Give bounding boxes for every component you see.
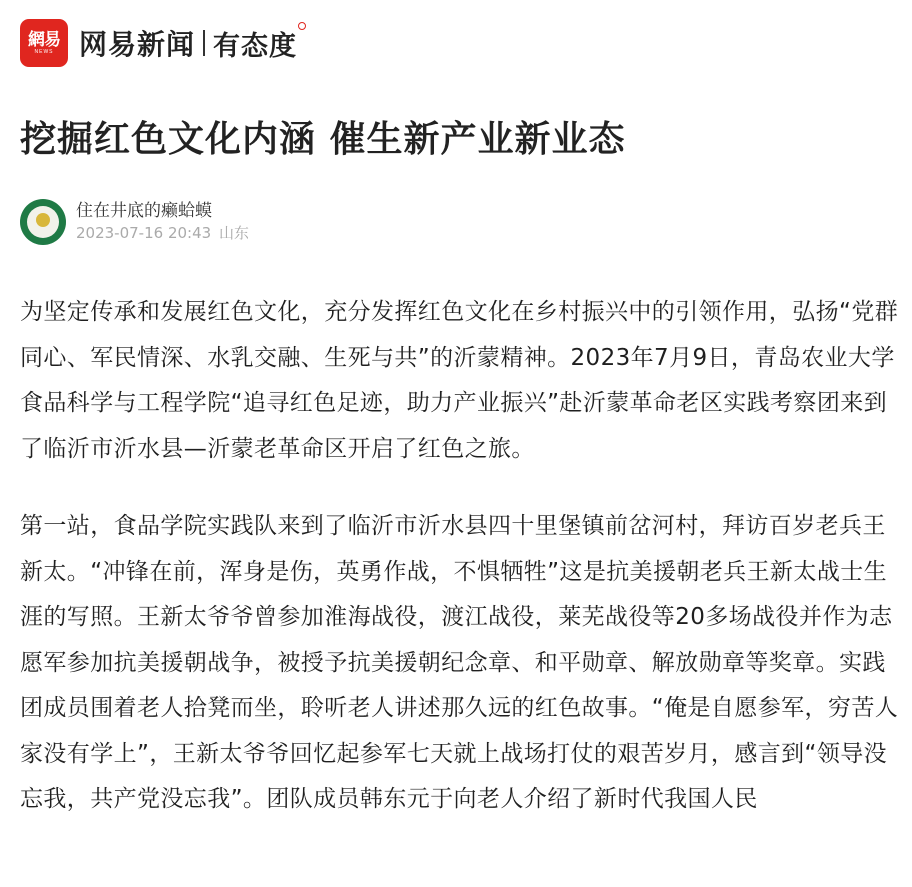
publish-info xyxy=(76,222,249,244)
brand-divider xyxy=(203,30,205,56)
article-paragraph: 第一站，食品学院实践队来到了临沂市沂水县四十里堡镇前岔河村，拜访百岁老兵王新太。“冲锋在前，浑身是伤，英勇作战，不惧牺牲”这是抗美援朝老兵王新太战士生涯的写照。王新太爷爷曾参加淮海战役，渡江战役，莱芜战役等20多场战役并作为志愿军参加抗美援朝战争，被授予抗美援朝纪念章、和平勋章、解放勋章等奖章。实践团成员围着老人拾凳而坐，聆听老人讲述那久远的红色故事。“俺是自愿参军，穷苦人家没有学上”，王新太爷爷回忆起参军七天就上战场打仗的艰苦岁月，感言到“领导没忘我，共产党没忘我”。团队成员韩东元于向老人介绍了新时代我国人民 xyxy=(20,513,899,812)
slogan-text: 有态度 xyxy=(213,30,298,62)
author-block xyxy=(20,199,249,245)
registered-mark-icon xyxy=(298,22,306,30)
publish-location: 山东 xyxy=(218,224,249,242)
author-name[interactable]: 住在井底的癞蛤蟆 xyxy=(76,201,212,221)
author-avatar[interactable] xyxy=(20,199,66,245)
publish-time: 2023-07-16 20:43 xyxy=(76,224,212,242)
article-title: 挖掘红色文化内涵 催生新产业新业态 xyxy=(20,119,626,160)
brand-name[interactable]: 网易新闻 xyxy=(79,28,196,61)
author-meta xyxy=(76,200,249,244)
logo-text: 網易 xyxy=(28,30,60,50)
article-body xyxy=(20,290,902,855)
netease-news-logo[interactable] xyxy=(20,19,68,67)
site-header xyxy=(20,18,297,68)
article-paragraph: 为坚定传承和发展红色文化，充分发挥红色文化在乡村振兴中的引领作用，弘扬“党群同心、军民情深、水乳交融、生死与共”的沂蒙精神。2023年7月9日，青岛农业大学食品科学与工程学院“追寻红色足迹，助力产业振兴”赴沂蒙革命老区实践考察团来到了临沂市沂水县—沂蒙老革命区开启了红色之旅。 xyxy=(20,299,899,462)
avatar-mark-icon xyxy=(36,213,50,227)
brand-slogan xyxy=(213,24,297,63)
logo-subtext: NEWS xyxy=(34,49,54,55)
